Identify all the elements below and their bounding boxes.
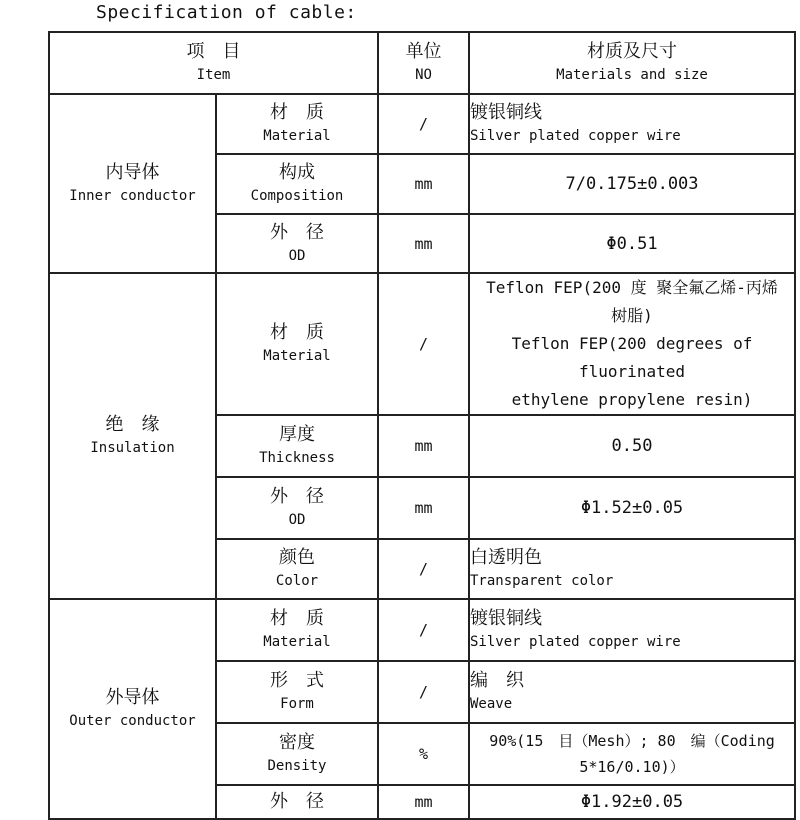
- sub-item-en: OD: [288, 512, 306, 528]
- value-cn: 白透明色: [470, 547, 542, 568]
- header-unit-cn: 单位: [405, 41, 442, 62]
- group-en: Outer conductor: [69, 713, 196, 729]
- header-unit: [378, 32, 469, 94]
- value-line: Teflon FEP(200 度 聚全氟乙烯-丙烯: [486, 278, 778, 297]
- value-cell: [469, 273, 795, 415]
- table-row: [49, 599, 795, 661]
- sub-item-cn: 外 径: [270, 221, 324, 243]
- header-item: [49, 32, 378, 94]
- unit-cell: mm: [378, 415, 469, 477]
- unit-cell: mm: [378, 477, 469, 539]
- value-cell: [469, 94, 795, 154]
- value-cell: 0.50: [469, 415, 795, 477]
- sub-item-en: Thickness: [259, 450, 335, 466]
- group-en: Insulation: [90, 440, 175, 456]
- value-cell: Φ1.52±0.05: [469, 477, 795, 539]
- sub-item-en: Material: [263, 634, 331, 650]
- header-item-cn: 项 目: [186, 41, 241, 62]
- sub-item-cn: 密度: [279, 732, 315, 753]
- sub-item-cn: 厚度: [279, 424, 315, 445]
- group-en: Inner conductor: [69, 187, 196, 204]
- group-cn: 内导体: [105, 161, 160, 183]
- sub-item: [216, 785, 378, 819]
- value-cell: [469, 661, 795, 723]
- sub-item-en: OD: [288, 247, 306, 264]
- value-cell: [469, 599, 795, 661]
- value-line: 90%(15 目（Mesh）; 80 编（Coding: [489, 732, 775, 750]
- header-item-en: Item: [196, 67, 231, 83]
- value-cell: Φ0.51: [469, 214, 795, 273]
- sub-item-cn: 构成: [279, 162, 315, 183]
- sub-item-en: Color: [275, 573, 319, 589]
- sub-item-cn: 材 质: [270, 322, 324, 343]
- sub-item-en: Material: [263, 128, 331, 144]
- value-cn: 编 织: [470, 670, 524, 691]
- sub-item: [216, 661, 378, 723]
- value-en: Silver plated copper wire: [470, 634, 681, 650]
- sub-item-en: Form: [280, 696, 314, 712]
- group-inner-conductor: [49, 94, 216, 273]
- value-cn: 镀银铜线: [470, 102, 542, 123]
- header-materials: [469, 32, 795, 94]
- unit-cell: %: [378, 723, 469, 785]
- group-cn: 外导体: [105, 687, 160, 708]
- sub-item-en: Material: [263, 348, 331, 364]
- value-line: ethylene propylene resin): [511, 390, 753, 409]
- value-cell: Φ1.92±0.05: [469, 785, 795, 819]
- value-line: 5*16/0.10)）: [579, 758, 685, 776]
- value-cell: 7/0.175±0.003: [469, 154, 795, 214]
- header-unit-en: NO: [415, 67, 432, 83]
- value-cn: 镀银铜线: [470, 608, 542, 629]
- sub-item-cn: 外 径: [270, 791, 324, 812]
- value-cell: [469, 539, 795, 599]
- unit-cell: /: [378, 661, 469, 723]
- sub-item: [216, 214, 378, 273]
- sub-item: [216, 599, 378, 661]
- group-cn: 绝 缘: [105, 414, 160, 435]
- header-mat-cn: 材质及尺寸: [587, 41, 677, 62]
- sub-item: [216, 415, 378, 477]
- sub-item-en: Density: [267, 758, 327, 774]
- sub-item-cn: 颜色: [279, 547, 315, 568]
- unit-cell: mm: [378, 154, 469, 214]
- sub-item: [216, 94, 378, 154]
- table-row: [49, 94, 795, 154]
- sub-item: [216, 273, 378, 415]
- sub-item: [216, 154, 378, 214]
- unit-cell: /: [378, 94, 469, 154]
- sub-item-cn: 材 质: [270, 102, 324, 123]
- value-en: Weave: [470, 696, 513, 712]
- group-outer-conductor: [49, 599, 216, 819]
- sub-item-cn: 材 质: [270, 608, 324, 629]
- unit-cell: mm: [378, 785, 469, 819]
- header-mat-en: Materials and size: [556, 67, 708, 83]
- value-line: Teflon FEP(200 degrees of fluorinated: [511, 334, 753, 381]
- value-cell: [469, 723, 795, 785]
- table-row: [49, 273, 795, 415]
- table-caption: Specification of cable:: [96, 2, 357, 23]
- sub-item: [216, 723, 378, 785]
- header-row: [49, 32, 795, 94]
- unit-cell: /: [378, 273, 469, 415]
- sub-item: [216, 477, 378, 539]
- unit-cell: mm: [378, 214, 469, 273]
- sub-item-cn: 外 径: [270, 486, 324, 507]
- value-en: Transparent color: [470, 573, 614, 589]
- unit-cell: /: [378, 539, 469, 599]
- sub-item-cn: 形 式: [270, 670, 324, 691]
- sub-item: [216, 539, 378, 599]
- sub-item-en: Composition: [250, 188, 344, 204]
- unit-cell: /: [378, 599, 469, 661]
- group-insulation: [49, 273, 216, 599]
- spec-table: [48, 31, 796, 820]
- value-line: 树脂): [611, 306, 653, 325]
- value-en: Silver plated copper wire: [470, 128, 681, 144]
